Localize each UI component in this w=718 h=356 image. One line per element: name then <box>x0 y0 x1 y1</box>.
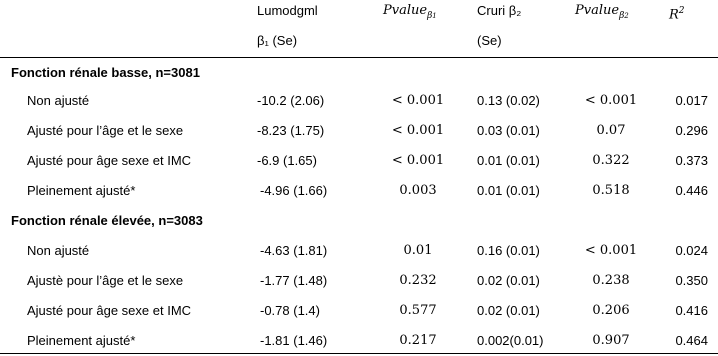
cell-beta1: -1.81 (1.46) <box>260 333 328 348</box>
cell-beta1: -1.77 (1.48) <box>260 273 328 288</box>
cell-beta1: -4.63 (1.81) <box>260 243 328 258</box>
header-beta1-se-label: β₁ (Se) <box>257 33 298 48</box>
group-title: Fonction rénale élevée, n=3083 <box>11 213 203 228</box>
cell-pvalue2: 0.322 <box>592 153 630 168</box>
cell-pvalue2: 0.518 <box>592 183 630 198</box>
cell-beta2: 0.01 (0.01) <box>477 153 540 168</box>
cell-r2: 0.373 <box>675 153 708 168</box>
cell-pvalue2: < 0.001 <box>584 243 638 258</box>
bottom-divider <box>0 353 718 354</box>
cell-pvalue2: 0.07 <box>596 123 626 138</box>
cell-pvalue2: 0.206 <box>592 303 630 318</box>
cell-pvalue1: < 0.001 <box>391 153 445 168</box>
cell-r2: 0.017 <box>675 93 708 108</box>
cell-pvalue1: < 0.001 <box>391 123 445 138</box>
cell-r2: 0.464 <box>675 333 708 348</box>
header-divider <box>0 57 718 58</box>
cell-beta2: 0.03 (0.01) <box>477 123 540 138</box>
row-label: Ajustè pour l’âge et le sexe <box>27 273 184 288</box>
header-r-squared: $R^2$ <box>669 6 685 23</box>
cell-pvalue1: 0.232 <box>399 273 437 288</box>
cell-pvalue1: 0.003 <box>399 183 437 198</box>
row-label: Ajusté pour l’âge et le sexe <box>27 123 184 138</box>
cell-r2: 0.024 <box>675 243 708 258</box>
cell-r2: 0.296 <box>675 123 708 138</box>
cell-beta1: -4.96 (1.66) <box>260 183 328 198</box>
cell-beta2: 0.16 (0.01) <box>477 243 540 258</box>
cell-r2: 0.446 <box>675 183 708 198</box>
cell-beta1: -10.2 (2.06) <box>257 93 325 108</box>
cell-beta2: 0.02 (0.01) <box>477 273 540 288</box>
cell-beta1: -6.9 (1.65) <box>257 153 317 168</box>
row-label: Pleinement ajusté* <box>27 333 136 348</box>
row-label: Ajusté pour âge sexe et IMC <box>27 153 192 168</box>
cell-beta2: 0.13 (0.02) <box>477 93 540 108</box>
cell-pvalue2: 0.238 <box>592 273 630 288</box>
header-pvalue-beta2: Pvalue$_{\beta 2}$ <box>575 3 629 21</box>
cell-beta2: 0.01 (0.01) <box>477 183 540 198</box>
cell-beta2: 0.02 (0.01) <box>477 303 540 318</box>
cell-beta2: 0.002(0.01) <box>477 333 544 348</box>
row-label: Non ajusté <box>27 93 90 108</box>
header-beta2-label: Cruri β₂ <box>477 3 522 18</box>
cell-pvalue2: < 0.001 <box>584 93 638 108</box>
cell-pvalue1: 0.01 <box>403 243 433 258</box>
row-label: Ajusté pour âge sexe et IMC <box>27 303 192 318</box>
row-label: Non ajusté <box>27 243 90 258</box>
cell-r2: 0.350 <box>675 273 708 288</box>
header-beta1-label: Lumodgml <box>257 3 318 18</box>
header-beta2-se-label: (Se) <box>477 33 502 48</box>
cell-beta1: -0.78 (1.4) <box>260 303 320 318</box>
group-title: Fonction rénale basse, n=3081 <box>11 65 200 80</box>
cell-r2: 0.416 <box>675 303 708 318</box>
cell-beta1: -8.23 (1.75) <box>257 123 325 138</box>
cell-pvalue2: 0.907 <box>592 333 630 348</box>
cell-pvalue1: < 0.001 <box>391 93 445 108</box>
cell-pvalue1: 0.577 <box>399 303 437 318</box>
cell-pvalue1: 0.217 <box>399 333 437 348</box>
header-pvalue-beta1: Pvalue$_{\beta 1}$ <box>383 3 437 21</box>
row-label: Pleinement ajusté* <box>27 183 136 198</box>
